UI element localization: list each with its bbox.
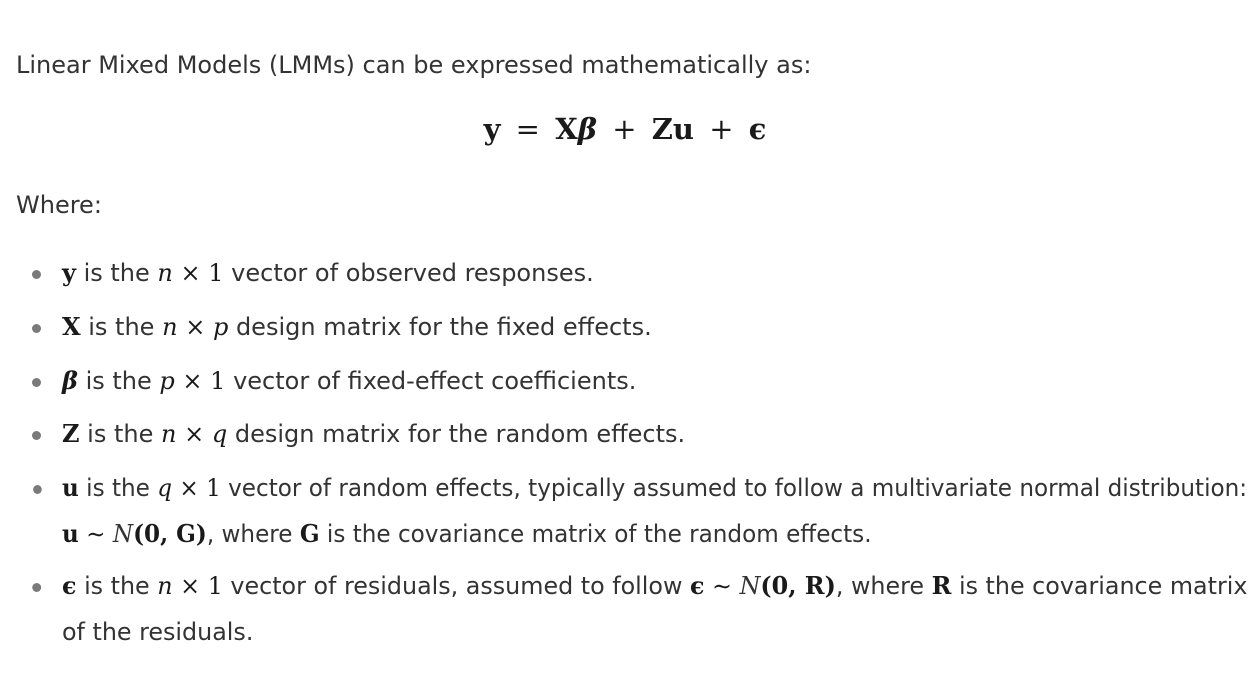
dist-args: (0, R) — [760, 571, 836, 600]
dim-rows: n — [162, 313, 178, 341]
list-item-Z — [62, 419, 1247, 449]
dist-symbol: ϵ — [689, 571, 705, 600]
intro-text: Linear Mixed Models (LMMs) can be expressed mathematically as: — [16, 51, 812, 79]
symbol: y — [62, 258, 76, 287]
dist-symbol: u — [62, 519, 79, 548]
times-sign: × — [180, 572, 201, 600]
dim-cols: p — [212, 313, 229, 341]
times-sign: × — [185, 313, 206, 341]
normal-dist-N: N — [739, 572, 761, 600]
symbol: ϵ — [62, 571, 77, 600]
eq-Z: Z — [651, 112, 673, 146]
item-text-pre: is the — [75, 259, 158, 287]
normal-dist-N: N — [112, 520, 134, 548]
item-text-pre: is the — [80, 313, 163, 341]
eq-u: u — [672, 112, 694, 146]
times-sign: × — [182, 367, 203, 395]
where-label: Where: — [16, 191, 102, 219]
covariance-symbol: G — [299, 519, 320, 548]
bullet-icon — [32, 378, 41, 387]
bullet-icon — [33, 485, 42, 494]
list-item-beta — [62, 366, 1247, 396]
bullet-icon — [32, 270, 41, 279]
item-text-post: vector of residuals, assumed to follow — [222, 572, 690, 600]
dim-rows: n — [160, 420, 177, 448]
item-text-post: vector of fixed-effect coefficients. — [225, 367, 637, 395]
eq-epsilon: ϵ — [748, 112, 767, 146]
dim-cols: 1 — [206, 474, 221, 502]
dim-rows: n — [157, 572, 173, 600]
item-text-post2: is the covariance matrix of the random effects. — [319, 520, 872, 548]
bullet-icon — [32, 583, 41, 592]
item-text-post: vector of random effects, typically assumed to follow a multivariate normal distribution: — [220, 474, 1248, 502]
dim-cols: 1 — [207, 572, 223, 600]
item-text-pre: is the — [76, 572, 158, 600]
dim-rows: n — [157, 259, 173, 287]
lmm-equation — [0, 112, 1250, 146]
eq-beta: β — [577, 112, 597, 146]
times-sign: × — [179, 474, 199, 502]
item-u-line2 — [62, 519, 1203, 549]
dim-rows: q — [157, 474, 173, 502]
item-text-post2: is the covariance matrix — [951, 572, 1248, 600]
eq-plus-1: + — [612, 112, 637, 146]
covariance-symbol: R — [931, 571, 952, 600]
symbol: X — [62, 312, 81, 341]
item-text-post: design matrix for the fixed effects. — [228, 313, 652, 341]
times-sign: × — [184, 420, 205, 448]
item-text-pre: is the — [77, 367, 160, 395]
symbol: β — [62, 366, 78, 395]
times-sign: × — [180, 259, 201, 287]
symbol: u — [62, 473, 79, 502]
item-text-pre: is the — [79, 420, 161, 448]
tilde-sign: ∼ — [712, 572, 732, 600]
bullet-icon — [32, 324, 41, 333]
dim-cols: 1 — [208, 259, 224, 287]
item-text-mid: , where — [206, 520, 300, 548]
dim-cols: 1 — [210, 367, 226, 395]
tilde-sign: ∼ — [86, 520, 106, 548]
eq-plus-2: + — [709, 112, 734, 146]
eq-X: X — [555, 112, 578, 146]
dist-args: (0, G) — [133, 519, 207, 548]
item-text-mid: , where — [835, 572, 932, 600]
dim-cols: q — [211, 420, 228, 448]
eq-equals: = — [515, 112, 540, 146]
item-epsilon-line2: of the residuals. — [62, 618, 254, 646]
list-item-X — [62, 312, 1247, 342]
eq-y: y — [483, 112, 501, 146]
list-item-y — [62, 258, 1247, 288]
symbol: Z — [62, 419, 80, 448]
item-text-post: design matrix for the random effects. — [227, 420, 686, 448]
dim-rows: p — [159, 367, 175, 395]
bullet-icon — [32, 431, 41, 440]
list-item-u — [62, 473, 1248, 549]
item-text-post: vector of observed responses. — [223, 259, 594, 287]
item-text-pre: is the — [78, 474, 158, 502]
list-item-epsilon — [62, 571, 1248, 647]
